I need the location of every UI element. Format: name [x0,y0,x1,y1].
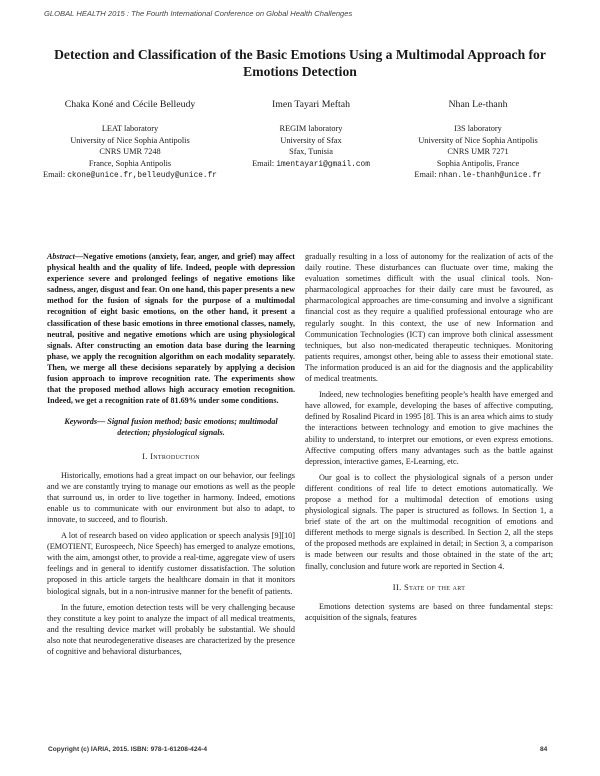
email-address[interactable]: imentayari@gmail.com [276,160,370,169]
left-column [47,251,295,662]
affiliation-line: REGIM laboratory [279,124,343,133]
author-group-1 [40,99,220,183]
affiliation-line: University of Nice Sophia Antipolis [70,135,190,145]
email-line [40,169,220,183]
email-label: Email: [414,170,437,180]
author-names: Chaka Koné and Cécile Belleudy [64,99,196,110]
email-address[interactable]: nhan.le-thanh@unice.fr [438,172,542,181]
page-number: 84 [540,746,548,753]
abstract [47,251,295,406]
conference-header: GLOBAL HEALTH 2015 : The Fourth International Conference on Global Health Challenges [44,9,353,18]
author-names: Nhan Le-thanh [448,99,508,110]
affiliation-line: LEAT laboratory [101,124,159,133]
body-paragraph: Indeed, new technologies benefiting people’s health have emerged and have allowed, for example, developing the bases of affective computing, defined by Rosalind Picard in 1995 [8]. This is an area which aims to study the interactions between technology and emotion to give machines the ability to understand, to interpret our emotions, or even express emotions. Affective computing offers many advantages such as the battle against depression, interactive games, E-Learning, etc. [305,390,553,466]
email-label: Email: [252,158,275,168]
body-paragraph: gradually resulting in a loss of autonomy for the realization of acts of the daily routine. These disturbances can fluctuate over time, making the evaluation sometimes difficult with the usual clinical tools. Non-pharmacological approaches for their daily care must be favoured, as pharmacological approaches are time-consuming and involve a significant financial cost as they require a qualified professional entourage who are regularly sought. In this context, the use of new Information and Communication Technologies (ICT) can improve both clinical assessment techniques, but also non-medicated therapeutic techniques. Monitoring patients requires, amongst other, being able to assess their emotional state. The information produced is an aid for the diagnosis and the applicability of medical treatments. [305,252,553,384]
body-paragraph: A lot of research based on video application or speech analysis [9][10] (EMOTIENT, Eurospeech, Nice Speech) has emerged to analyze emotions, with the aim, amongst other, to provide a real-time, aggregate view of users feelings and in general to identify customer dissatisfaction. The solution proposed in this article targets the healthcare domain in that it monitors biological signals, but in a non-intrusive manner for the benefit of patients. [47,531,295,596]
body-paragraph: Our goal is to collect the physiological signals of a person under different conditions of real life to detect emotions automatically. We propose a method for a multimodal detection of emotions using physiological signals. The paper is structured as follows. In Section 1, a brief state of the art on the multimodal recognition of emotions and different methods to merge signals is described. In Section 2, all the steps of the proposed methods are explained in detail; in Section 3, a comparison is made between our results and those obtained in the state of the art; finally, conclusion and future work are reported in Section 4. [305,472,553,571]
email-label: Email: [43,170,66,180]
email-address[interactable]: ckone@unice.fr,belleudy@unice.fr [67,172,217,181]
body-paragraph: Historically, emotions had a great impact on our behavior, our feelings and we are constantly trying to manage our emotions as well as the people that surround us, in order to live together in harmony. Indeed, emotions enable us to communicate with our environment but also to adapt, to innovate, to succeed, and to flourish. [47,470,295,524]
author-names: Imen Tayari Meftah [271,99,351,110]
abstract-label: Abstract [47,252,75,261]
body-paragraph: Emotions detection systems are based on three fundamental steps: acquisition of the signals, features [305,601,553,622]
affiliation-line: University of Sfax [280,135,342,145]
author-group-3 [388,99,568,183]
email-line [388,169,568,183]
footer-copyright: Copyright (c) IARIA, 2015. ISBN: 978-1-61208-424-4 [48,746,208,753]
body-paragraph: In the future, emotion detection tests will be very challenging because they constitute a key point to analyze the impact of all medical treatments, and the resulting device market will probably be substantial. We should also note that neurodegenerative diseases are characterized by the presence of cognitive and behavioral disturbances, [47,602,295,656]
email-line [236,158,386,172]
affiliation-line: France, Sophia Antipolis [88,158,172,168]
affiliation-line: CNRS UMR 7271 [447,147,509,157]
affiliation-line: Sfax, Tunisia [289,147,333,157]
section-heading-state-of-art: II. State of the art [392,581,466,592]
section-heading-introduction: I. Introduction [142,450,200,461]
affiliation-line: Sophia Antipolis, France [436,158,520,168]
abstract-text: —Negative emotions (anxiety, fear, anger, and grief) may affect physical health and the quality of life. Indeed, people with depression experience severe and prolonged feelings of negative emotions like sadness, anger, disgust and fear. On one hand, this paper presents a new method for the fusion of signals for the purpose of a multimodal recognition of eight basic emotions, on the other hand, it present a classification of these basic emotions in three emotional classes, namely, neutral, positive and negative emotions which are using physiological signals. After constructing an emotion data base during the learning phase, we apply the recognition algorithm on each modality separately. Then, we merge all these decisions separately by applying a decision fusion approach to improve recognition rate. The experiments show that the proposed method allows high accuracy emotion recognition. Indeed, we get a recognition rate of 81.69% under some conditions. [47,252,295,406]
affiliation-line: I3S laboratory [454,124,502,133]
keywords: Keywords— Signal fusion method; basic emotions; multimodal detection; physiological signals. [64,417,278,438]
author-group-2 [236,99,386,171]
paper-title: Detection and Classification of the Basic Emotions Using a Multimodal Approach for Emotions Detection [54,47,546,79]
affiliation-line: University of Nice Sophia Antipolis [418,135,538,145]
right-column [305,251,553,628]
author-block [40,99,570,199]
affiliation-line: CNRS UMR 7248 [99,147,161,157]
